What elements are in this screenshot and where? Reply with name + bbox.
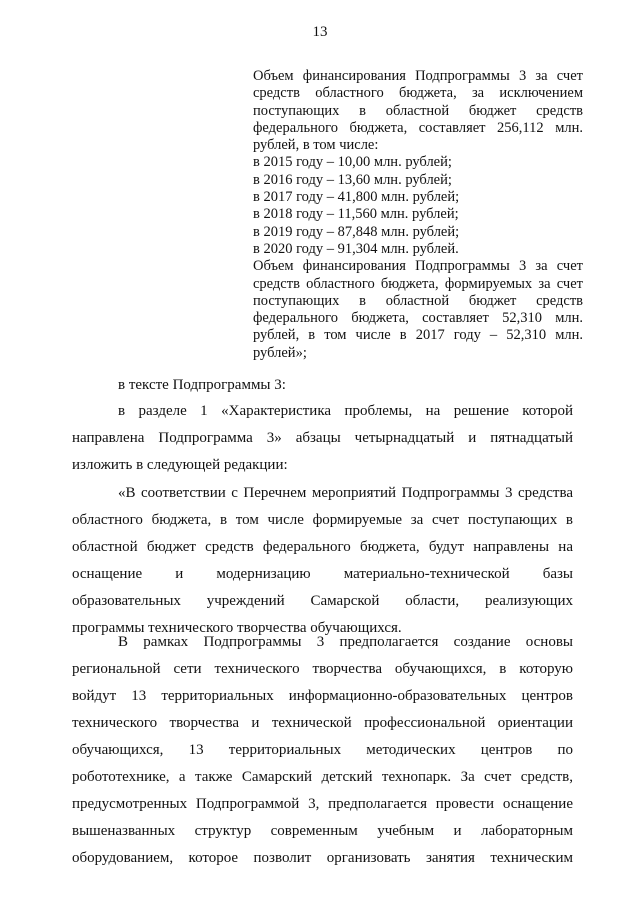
paragraph-b-first — [118, 629, 573, 656]
text-line: программы технического творчества обучающихся. — [72, 620, 402, 636]
text-line: войдут 13 территориальных информационно-образовательных центров — [72, 688, 573, 704]
text-line: федерального бюджета, составляет 256,112 млн. — [253, 119, 583, 136]
text-line: региональной сети технического творчества обучающихся, в которую — [72, 661, 573, 677]
text-line: областной бюджет средств федерального бюджета, будут направлены на — [72, 539, 573, 555]
text-line: поступающих в областной бюджет средств — [253, 292, 583, 309]
text-line: предусмотренных Подпрограммой 3, предполагается провести оснащение — [72, 796, 573, 812]
text-line: «В соответствии с Перечнем мероприятий Подпрограммы 3 средства — [118, 485, 573, 501]
text-line: Объем финансирования Подпрограммы 3 за счет — [253, 68, 583, 84]
year-line: в 2017 году – 41,800 млн. рублей; — [253, 189, 460, 206]
year-line: в 2015 году – 10,00 млн. рублей; — [253, 154, 452, 171]
paragraph-a — [72, 507, 573, 642]
text-line: обучающихся, 13 территориальных методических центров по — [72, 742, 573, 758]
page-number: 13 — [312, 24, 328, 40]
text-line: рублей»; — [253, 344, 307, 361]
text-line: В рамках Подпрограммы 3 предполагается создание основы — [118, 634, 573, 650]
text-line: средств областного бюджета, за исключением — [253, 85, 583, 102]
section-paragraph-cont — [72, 425, 573, 479]
paragraph-b — [72, 656, 573, 872]
text-line: технического творчества и технической профессиональной ориентации — [72, 715, 573, 731]
intro-paragraph — [118, 372, 573, 399]
text-line: изложить в следующей редакции: — [72, 457, 288, 473]
text-line: направлена Подпрограмма 3» абзацы четырнадцатый и пятнадцатый — [72, 430, 573, 446]
text-line: оборудованием, которое позволит организовать занятия техническим — [72, 850, 573, 866]
quoted-financing-block — [253, 68, 583, 362]
text-line: в тексте Подпрограммы 3: — [118, 377, 286, 393]
text-line: рублей, в том числе в 2017 году – 52,310 млн. — [253, 327, 583, 344]
text-line: образовательных учреждений Самарской области, реализующих — [72, 593, 573, 609]
paragraph-a-first — [118, 480, 573, 507]
text-line: федерального бюджета, составляет 52,310 млн. — [253, 310, 583, 327]
year-line: в 2019 году – 87,848 млн. рублей; — [253, 223, 460, 240]
text-line: областного бюджета, в том числе формируемые за счет поступающих в — [72, 512, 573, 528]
text-line: средств областного бюджета, формируемых за счет — [253, 275, 583, 292]
text-line: Объем финансирования Подпрограммы 3 за счет — [253, 258, 583, 275]
text-line: оснащение и модернизацию материально-технической базы — [72, 566, 573, 582]
text-line: робототехнике, а также Самарский детский технопарк. За счет средств, — [72, 769, 573, 785]
text-line: поступающих в областной бюджет средств — [253, 102, 583, 119]
year-line: в 2018 году – 11,560 млн. рублей; — [253, 206, 459, 223]
year-line: в 2020 году – 91,304 млн. рублей. — [253, 240, 459, 257]
section-paragraph — [118, 398, 573, 425]
text-line: рублей, в том числе: — [253, 137, 379, 154]
text-line: в разделе 1 «Характеристика проблемы, на решение которой — [118, 403, 573, 419]
text-line: вышеназванных структур современным учебным и лабораторным — [72, 823, 573, 839]
year-line: в 2016 году – 13,60 млн. рублей; — [253, 171, 452, 188]
